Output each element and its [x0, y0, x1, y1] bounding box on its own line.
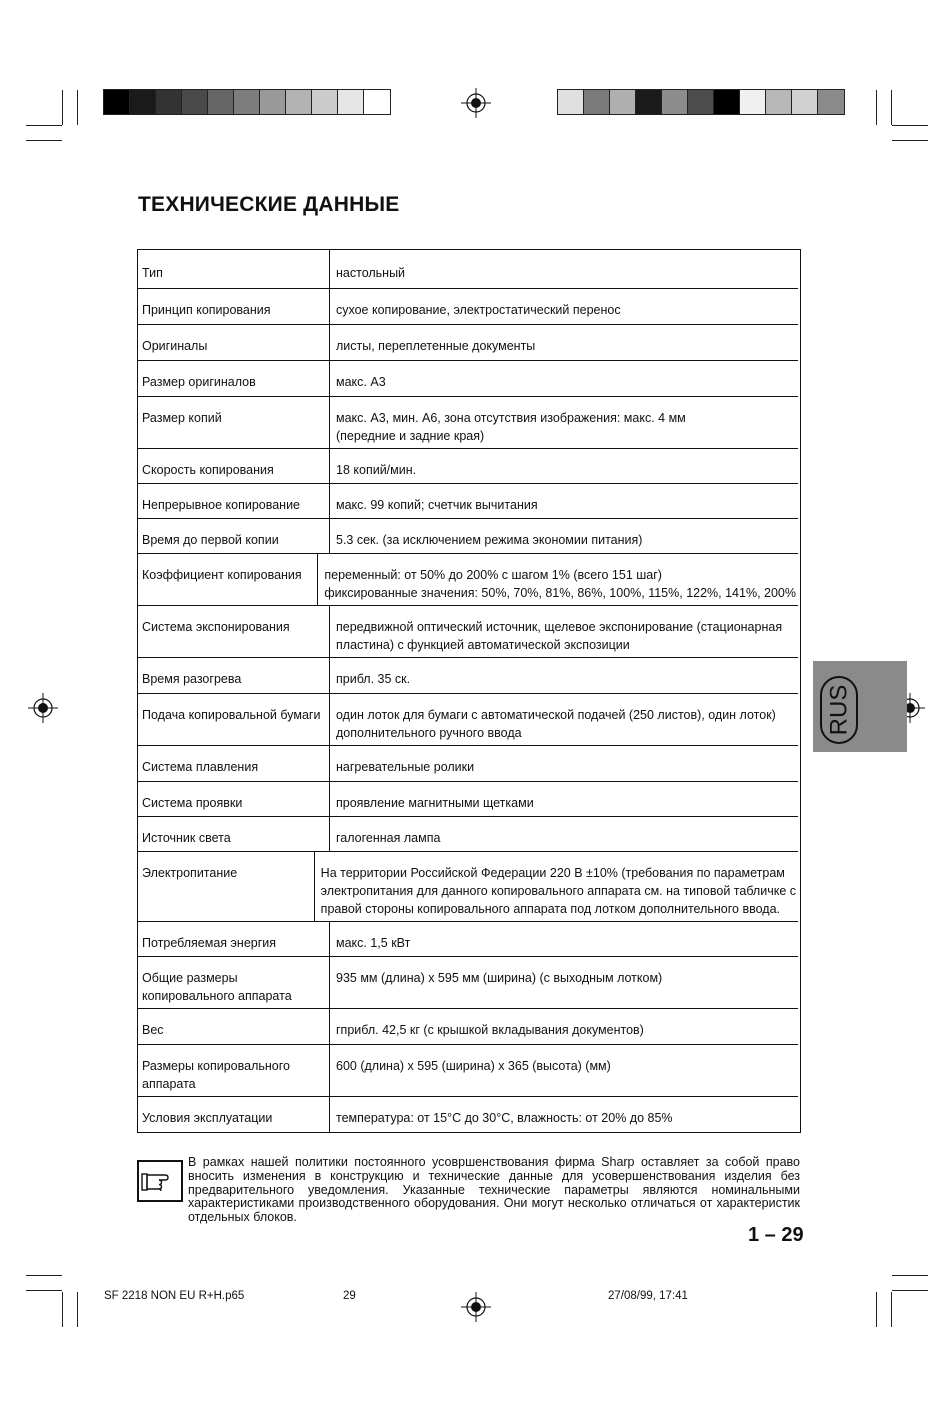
calibration-swatch [364, 90, 390, 114]
pointing-hand-icon [137, 1160, 183, 1202]
registration-mark-icon [461, 88, 491, 118]
spec-value-line: фиксированные значения: 50%, 70%, 81%, 86%, 100%, 115%, 122%, 141%, 200% [324, 586, 796, 600]
spec-value-line: На территории Российской Федерации 220 В ±10% (требования по параметрам [320, 866, 785, 880]
spec-label: Скорость копирования [138, 449, 330, 484]
spec-label: Общие размеры копировального аппарата [138, 957, 330, 1009]
spec-value-line: макс. А3, мин. А6, зона отсутствия изображения: макс. 4 мм [336, 411, 686, 425]
spec-label: Система плавления [138, 746, 330, 782]
spec-label: Система экспонирования [138, 606, 330, 658]
spec-label: Источник света [138, 817, 330, 852]
spec-label: Время разогрева [138, 658, 330, 694]
calibration-swatch [338, 90, 364, 114]
spec-label: Принцип копирования [138, 289, 330, 325]
spec-label: Электропитание [138, 852, 315, 922]
calibration-swatch [766, 90, 792, 114]
table-row [138, 250, 800, 289]
crop-mark [891, 1292, 892, 1327]
calibration-swatch [610, 90, 636, 114]
spec-value-line: прибл. 35 ск. [336, 672, 411, 686]
spec-value [330, 449, 798, 484]
spec-value-line: макс. 99 копий; счетчик вычитания [336, 498, 538, 512]
table-row [138, 519, 800, 554]
spec-value [330, 658, 798, 694]
spec-value [330, 957, 798, 1009]
calibration-swatch [156, 90, 182, 114]
calibration-swatch [558, 90, 584, 114]
spec-value-line: 935 мм (длина) x 595 мм (ширина) (с выходным лотком) [336, 971, 663, 985]
page-number: 1 – 29 [748, 1224, 804, 1246]
spec-value-line: правой стороны копировального аппарата под лотком дополнительного ввода. [320, 902, 780, 916]
table-row [138, 397, 800, 449]
spec-value [330, 694, 798, 746]
table-row [138, 1045, 800, 1097]
crop-mark [26, 125, 62, 126]
calibration-swatch [792, 90, 818, 114]
spec-label: Непрерывное копирование [138, 484, 330, 519]
note-text: В рамках нашей политики постоянного усовршенствования фирма Sharp оставляет за собой право вносить изменения в конструкцию и технические данные для усовершенствования изделия без предварительного уведомления. Указанные технические параметры являются номинальными характеристиками производственного оборудования. Они могут несколько отличаться от характеристик отдельных блоков. [188, 1155, 800, 1225]
calibration-swatch [740, 90, 766, 114]
spec-value-line: передвижной оптический источник, щелевое экспонирование (стационарная [336, 620, 783, 634]
spec-value [330, 361, 798, 397]
table-row [138, 1097, 800, 1132]
spec-value-line: 5.3 сек. (за исключением режима экономии питания) [336, 533, 643, 547]
spec-value-line: 600 (длина) x 595 (ширина) x 365 (высота) (мм) [336, 1059, 611, 1073]
spec-label: Оригиналы [138, 325, 330, 361]
crop-mark [77, 1292, 78, 1327]
table-row [138, 658, 800, 694]
table-row [138, 361, 800, 397]
crop-mark [892, 140, 928, 141]
spec-label: Размер копий [138, 397, 330, 449]
spec-value [330, 1009, 798, 1045]
calibration-swatch [312, 90, 338, 114]
crop-mark [892, 1290, 928, 1291]
table-row [138, 922, 800, 957]
calibration-swatch [636, 90, 662, 114]
spec-label: Условия эксплуатации [138, 1097, 330, 1132]
spec-value-line: макс. А3 [336, 375, 386, 389]
table-row [138, 484, 800, 519]
crop-mark [891, 90, 892, 125]
calibration-swatch [818, 90, 844, 114]
crop-mark [77, 90, 78, 125]
table-row [138, 606, 800, 658]
crop-mark [26, 140, 62, 141]
spec-value-line: проявление магнитными щетками [336, 796, 534, 810]
spec-value [330, 746, 798, 782]
spec-value-line: макс. 1,5 кВт [336, 936, 411, 950]
specifications-table [137, 249, 801, 1133]
calibration-swatch [104, 90, 130, 114]
spec-value [315, 852, 798, 922]
spec-label: Размеры копировального аппарата [138, 1045, 330, 1097]
spec-value-line: настольный [336, 266, 406, 280]
table-row [138, 1009, 800, 1045]
spec-value-line: пластина) с функцией автоматической экспозиции [336, 638, 630, 652]
spec-value [330, 782, 798, 817]
spec-label: Система проявки [138, 782, 330, 817]
calibration-swatch [662, 90, 688, 114]
spec-value [330, 606, 798, 658]
spec-value [330, 325, 798, 361]
calibration-swatch [688, 90, 714, 114]
spec-value [330, 397, 798, 449]
spec-value [330, 484, 798, 519]
spec-value-line: дополнительного ручного ввода [336, 726, 522, 740]
spec-label: Потребляемая энергия [138, 922, 330, 957]
crop-mark [876, 1292, 877, 1327]
spec-value [330, 1097, 798, 1132]
spec-label: Размер оригиналов [138, 361, 330, 397]
spec-label: Тип [138, 250, 330, 289]
crop-mark [876, 90, 877, 125]
spec-value [330, 1045, 798, 1097]
crop-mark [62, 1292, 63, 1327]
spec-value-line: температура: от 15°C до 30°C, влажность: от 20% до 85% [336, 1111, 673, 1125]
table-row [138, 289, 800, 325]
crop-mark [892, 1275, 928, 1276]
spec-value-line: переменный: от 50% до 200% с шагом 1% (всего 151 шаг) [324, 568, 662, 582]
spec-value-line: гприбл. 42,5 кг (с крышкой вкладывания документов) [336, 1023, 644, 1037]
spec-label: Коэффициент копирования [138, 554, 318, 606]
spec-value-line: сухое копирование, электростатический перенос [336, 303, 621, 317]
table-row [138, 694, 800, 746]
footer-page: 29 [343, 1290, 356, 1302]
spec-value-line: (передние и задние края) [336, 429, 485, 443]
table-row [138, 325, 800, 361]
spec-value-line: нагревательные ролики [336, 760, 475, 774]
crop-mark [62, 90, 63, 125]
calibration-swatch [182, 90, 208, 114]
spec-value [330, 922, 798, 957]
page-title: ТЕХНИЧЕСКИЕ ДАННЫЕ [138, 193, 400, 216]
spec-value-line: листы, переплетенные документы [336, 339, 536, 353]
table-row [138, 746, 800, 782]
table-row [138, 957, 800, 1009]
calibration-swatch [208, 90, 234, 114]
spec-value-line: 18 копий/мин. [336, 463, 417, 477]
spec-value-line: галогенная лампа [336, 831, 441, 845]
language-tab-label [820, 676, 858, 744]
table-row [138, 852, 800, 922]
calibration-swatch [714, 90, 740, 114]
calibration-bar-right [557, 89, 845, 115]
spec-label: Вес [138, 1009, 330, 1045]
spec-label: Подача копировальной бумаги [138, 694, 330, 746]
calibration-swatch [130, 90, 156, 114]
crop-mark [26, 1275, 62, 1276]
registration-mark-icon [461, 1292, 491, 1322]
spec-label: Время до первой копии [138, 519, 330, 554]
crop-mark [892, 125, 928, 126]
footer-datetime: 27/08/99, 17:41 [608, 1290, 688, 1302]
calibration-swatch [286, 90, 312, 114]
language-tab-text: RUS [825, 684, 853, 736]
calibration-bar-left [103, 89, 391, 115]
spec-value-line: один лоток для бумаги с автоматической подачей (250 листов), один лоток) [336, 708, 776, 722]
registration-mark-icon [28, 693, 58, 723]
calibration-swatch [260, 90, 286, 114]
footer-filename: SF 2218 NON EU R+H.p65 [104, 1290, 245, 1302]
calibration-swatch [584, 90, 610, 114]
spec-value [330, 519, 798, 554]
table-row [138, 554, 800, 606]
spec-value [330, 289, 798, 325]
table-row [138, 782, 800, 817]
table-row [138, 817, 800, 852]
spec-value [330, 250, 798, 289]
crop-mark [26, 1290, 62, 1291]
spec-value [318, 554, 798, 606]
calibration-swatch [234, 90, 260, 114]
table-row [138, 449, 800, 484]
spec-value-line: электропитания для данного копировального аппарата см. на типовой табличке с [320, 884, 796, 898]
spec-value [330, 817, 798, 852]
